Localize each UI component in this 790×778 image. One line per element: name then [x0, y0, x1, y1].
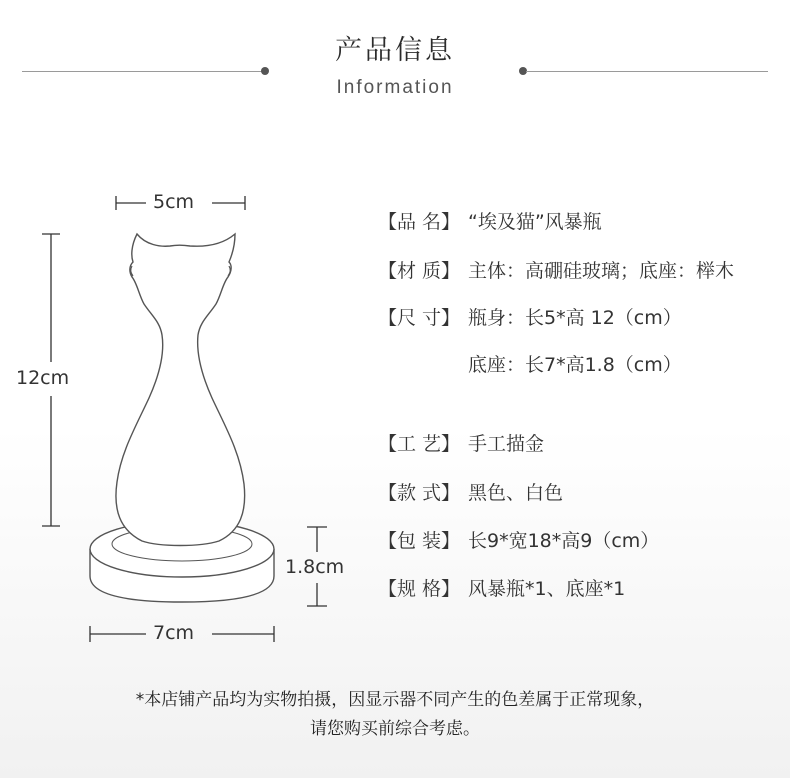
- height-label: 12cm: [16, 367, 70, 389]
- spec-key: 【工 艺】: [378, 433, 461, 455]
- spec-value: 风暴瓶*1、底座*1: [468, 578, 626, 600]
- base-height-label: 1.8cm: [285, 556, 345, 578]
- spec-key: 【品 名】: [378, 211, 461, 233]
- spec-row-package: [378, 526, 659, 553]
- page-title: 产品信息: [335, 35, 455, 66]
- disclaimer-line-2: 请您购买前综合考虑。: [310, 719, 480, 739]
- spec-key: 【款 式】: [378, 482, 461, 504]
- spec-row-style: [378, 478, 563, 505]
- disclaimer-line-1: *本店铺产品均为实物拍摄，因显示器不同产生的色差属于正常现象，: [135, 690, 655, 710]
- spec-value: 黑色、白色: [468, 482, 564, 504]
- spec-value: 瓶身：长5*高 12（cm）: [468, 307, 682, 329]
- spec-key: 【包 装】: [378, 530, 461, 552]
- top-width-label: 5cm: [153, 191, 195, 213]
- spec-row-name: [378, 207, 602, 234]
- spec-row-craft: [378, 429, 544, 456]
- spec-key: 【材 质】: [378, 260, 461, 282]
- cat-bottle-outline: [116, 234, 245, 546]
- spec-value: 底座：长7*高1.8（cm）: [468, 354, 682, 376]
- spec-row-size: [378, 303, 682, 330]
- spec-key: 【规 格】: [378, 578, 461, 600]
- spec-row-base-size: [378, 350, 682, 377]
- page-subtitle: Information: [336, 77, 454, 98]
- spec-value: 长9*宽18*高9（cm）: [468, 530, 660, 552]
- spec-value: 主体：高硼硅玻璃；底座：榉木: [468, 260, 735, 282]
- spec-row-material: [378, 256, 734, 283]
- spec-row-contents: [378, 574, 625, 601]
- spec-value: 手工描金: [468, 433, 545, 455]
- spec-key: 【尺 寸】: [378, 307, 461, 329]
- spec-value: “埃及猫”风暴瓶: [468, 211, 602, 233]
- base-width-label: 7cm: [153, 622, 195, 644]
